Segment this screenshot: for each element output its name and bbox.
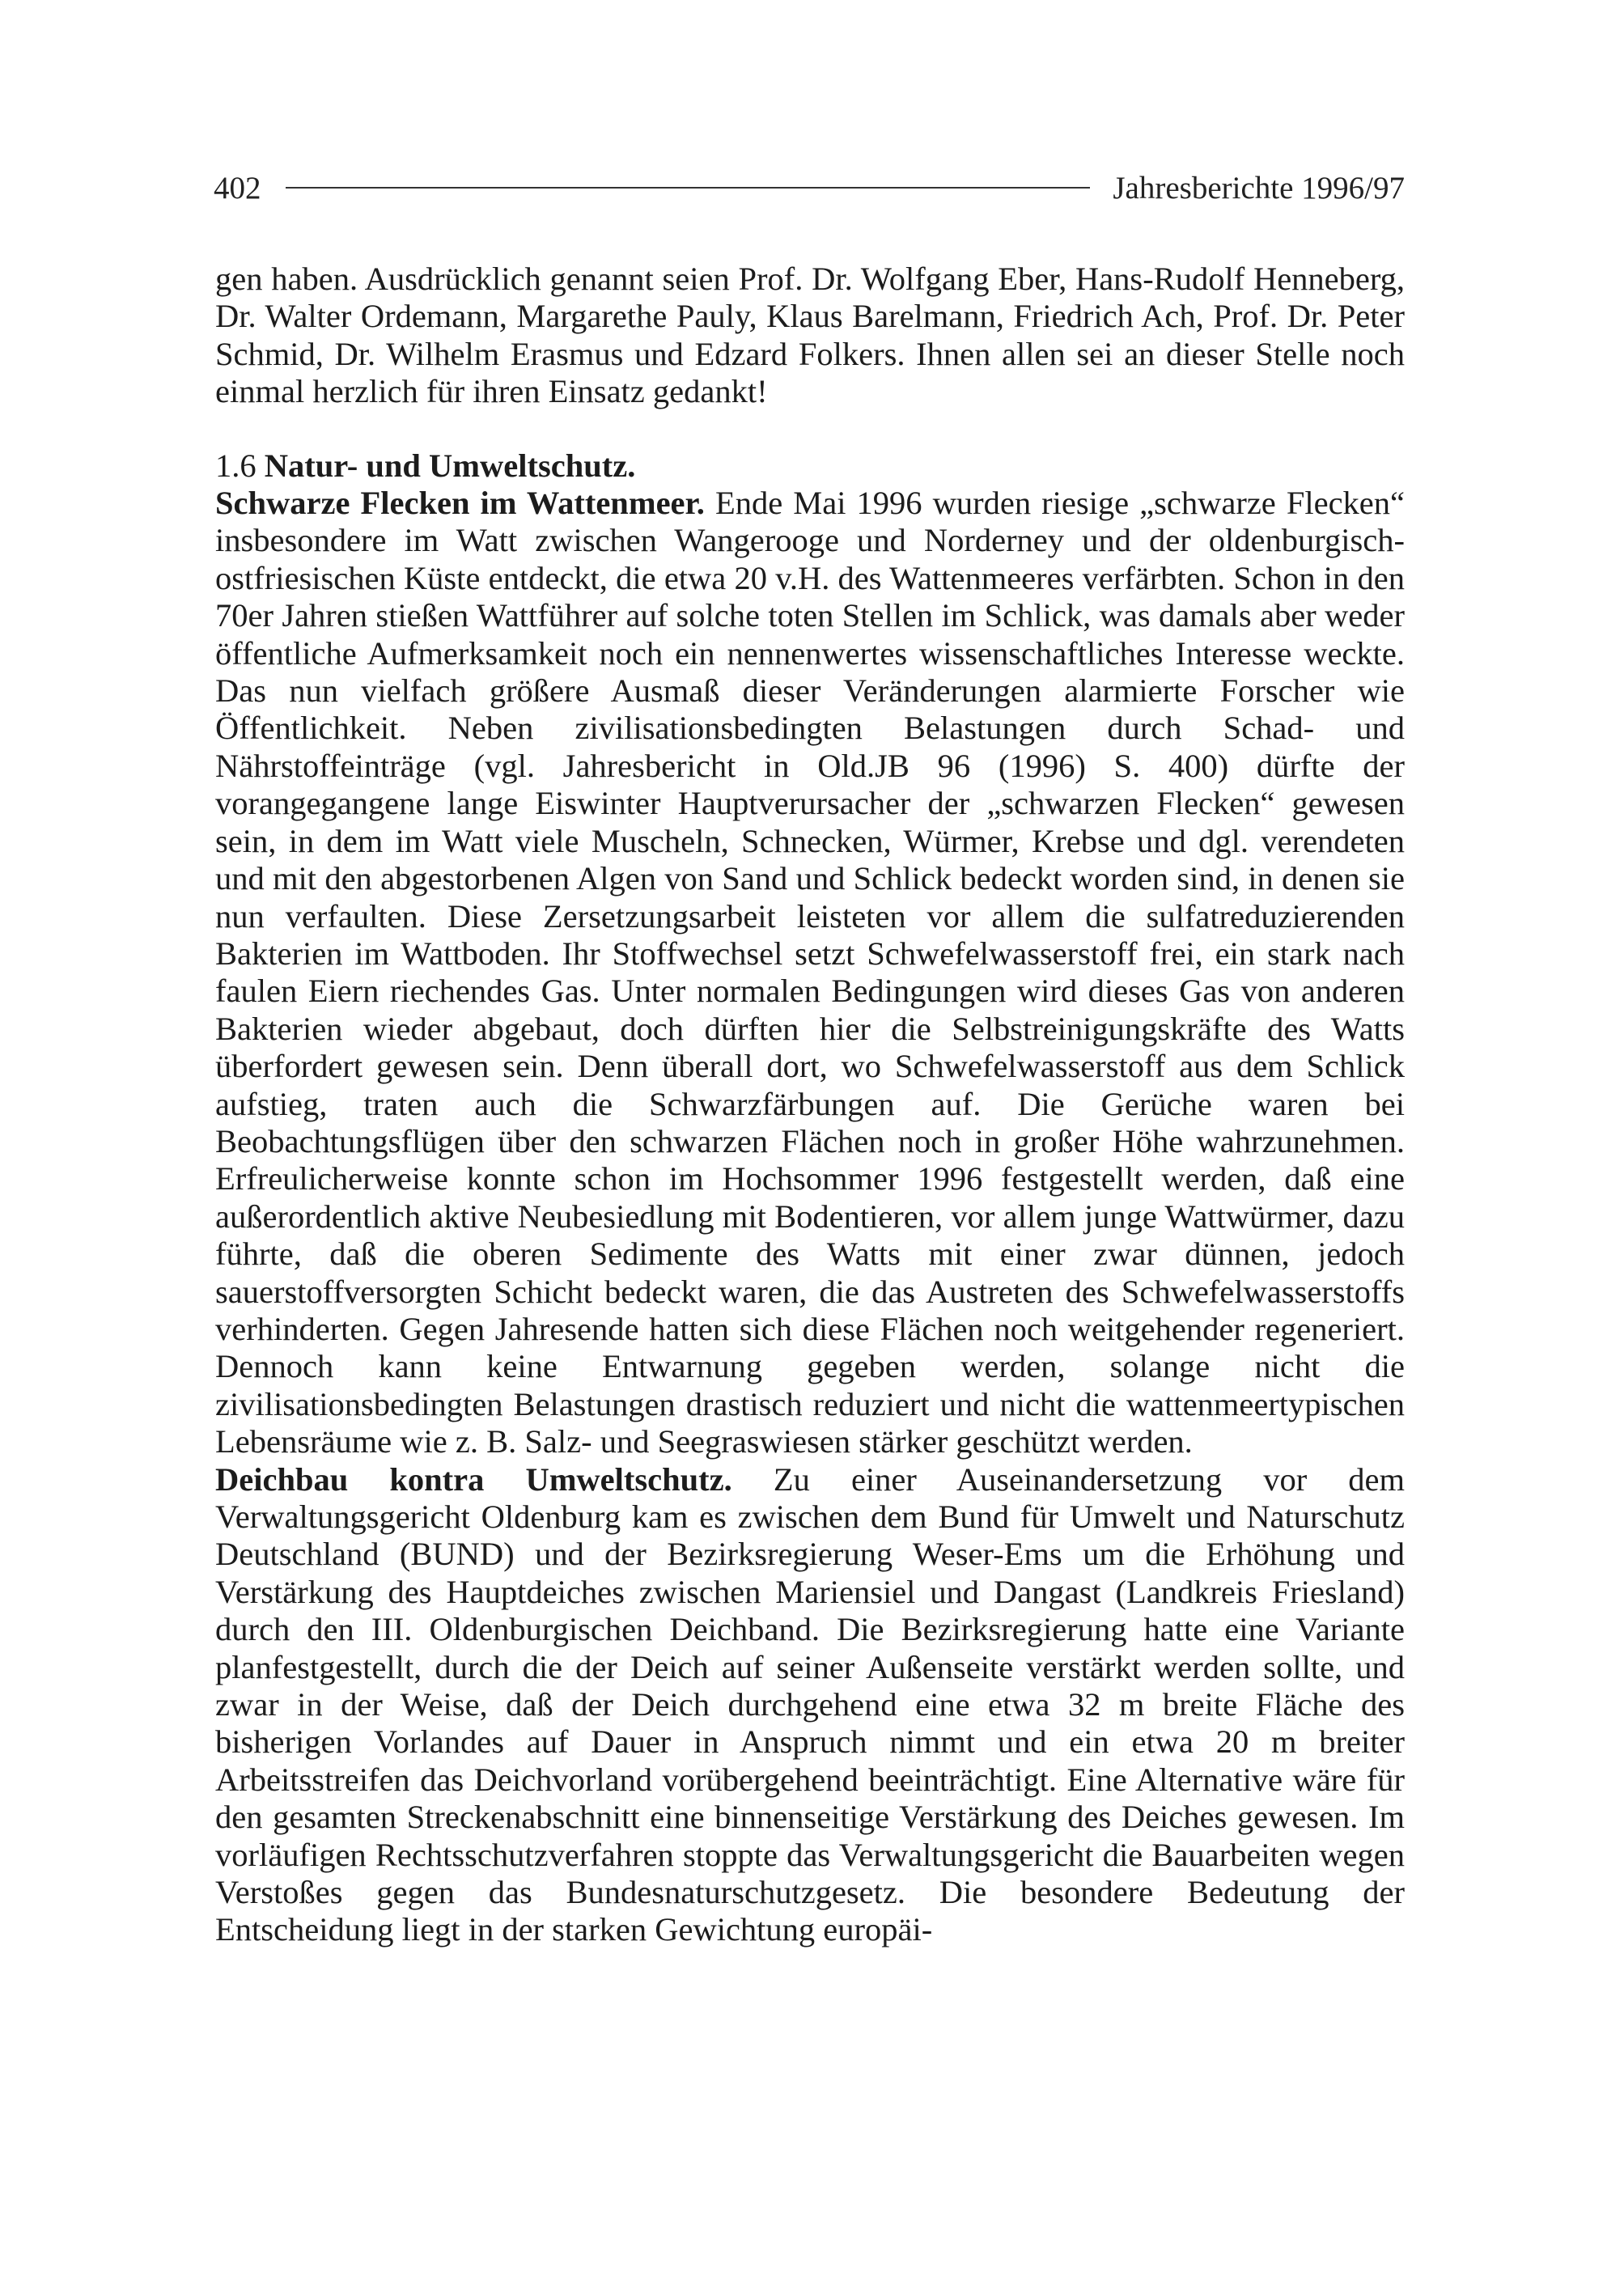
section-heading [215,447,1405,485]
subsection-deichbau [215,1461,1405,1949]
page-number: 402 [214,170,261,206]
body-text [215,261,1405,1949]
section-number: 1.6 [215,447,257,484]
subsection-text: Ende Mai 1996 wurden riesige „schwarze Flecken“ insbesondere im Watt zwischen Wangerooge und Norderney und der oldenburgisch-ostfriesischen Küste entdeckt, die etwa 20 v.H. des Wattenmeeres verfärbten. Schon in den 70er Jahren stießen Wattführer auf solche toten Stellen im Schlick, was damals aber weder öffentliche Aufmerksamkeit noch ein nennenwertes wissenschaftliches Interesse weckte. Das nun vielfach größere Ausmaß dieser Veränderungen alarmierte Forscher wie Öffentlichkeit. Neben zivilisationsbedingten Belastungen durch Schad- und Nährstoffeinträge (vgl. Jahresbericht in Old.JB 96 (1996) S. 400) dürfte der vorangegangene lange Eiswinter Hauptverursacher der „schwarzen Flecken“ gewesen sein, in dem im Watt viele Muscheln, Schnecken, Würmer, Krebse und dgl. verendeten und mit den abgestorbenen Algen von Sand und Schlick bedeckt worden sind, in denen sie nun verfaulten. Diese Zersetzungsarbeit leisteten vor allem die sulfatreduzierenden Bakterien im Wattboden. Ihr Stoffwechsel setzt Schwefelwasserstoff frei, ein stark nach faulen Eiern riechendes Gas. Unter normalen Bedingungen wird dieses Gas von anderen Bakterien wieder abgebaut, doch dürften hier die Selbstreinigungskräfte des Watts überfordert gewesen sein. Denn überall dort, wo Schwefelwasserstoff aus dem Schlick aufstieg, traten auch die Schwarzfärbungen auf. Die Gerüche waren bei Beobachtungsflügen über den schwarzen Flächen noch in großer Höhe wahrzunehmen. Erfreulicherweise konnte schon im Hochsommer 1996 festgestellt werden, daß eine außerordentlich aktive Neubesiedlung mit Bodentieren, vor allem junge Wattwürmer, dazu führte, daß die oberen Sedimente des Watts mit einer zwar dünnen, jedoch sauerstoffversorgten Schicht bedeckt waren, die das Austreten des Schwefelwasserstoffs verhinderten. Gegen Jahresende hatten sich diese Flächen noch weitgehender regeneriert. Dennoch kann keine Entwarnung gegeben werden, solange nicht die zivilisationsbedingten Belastungen drastisch reduziert und nicht die wattenmeertypischen Lebensräume wie z. B. Salz- und Seegraswiesen stärker geschützt werden. [215,485,1406,1460]
running-header [214,163,1405,212]
intro-paragraph: gen haben. Ausdrücklich genannt seien Prof. Dr. Wolfgang Eber, Hans-Rudolf Henneberg, Dr. Walter Ordemann, Margarethe Pauly, Klaus Barelmann, Friedrich Ach, Prof. Dr. Peter Schmid, Dr. Wilhelm Erasmus und Edzard Folkers. Ihnen allen sei an dieser Stelle noch einmal herzlich für ihren Einsatz gedankt! [215,261,1405,410]
subsection-heading: Deichbau kontra Umweltschutz. [215,1460,732,1498]
subsection-text: Zu einer Auseinandersetzung vor dem Verwaltungsgericht Oldenburg kam es zwischen dem Bund für Umwelt und Naturschutz Deutschland (BUND) und der Bezirksregierung Weser-Ems um die Erhöhung und Verstärkung des Hauptdeiches zwischen Mariensiel und Dangast (Landkreis Friesland) durch den III. Oldenburgischen Deichband. Die Bezirksregierung hatte eine Variante planfestgestellt, durch die der Deich auf seiner Außenseite verstärkt werden sollte, und zwar in der Weise, daß der Deich durchgehend eine etwa 32 m breite Fläche des bisherigen Vorlandes auf Dauer in Anspruch nimmt und ein etwa 20 m breiter Arbeitsstreifen das Deichvorland vorübergehend beeinträchtigt. Eine Alternative wäre für den gesamten Streckenabschnitt eine binnenseitige Verstärkung des Deiches gewesen. Im vorläufigen Rechtsschutzverfahren stoppte das Verwaltungsgericht die Bauarbeiten wegen Verstoßes gegen das Bundesnaturschutzgesetz. Die besondere Bedeutung der Entscheidung liegt in der starken Gewichtung europäi- [215,1460,1406,1948]
subsection-heading: Schwarze Flecken im Wattenmeer. [215,485,705,522]
running-title: Jahresberichte 1996/97 [1113,170,1405,206]
header-rule [286,187,1091,189]
subsection-schwarze-flecken [215,485,1405,1461]
section-title: Natur- und Umweltschutz. [264,447,636,484]
